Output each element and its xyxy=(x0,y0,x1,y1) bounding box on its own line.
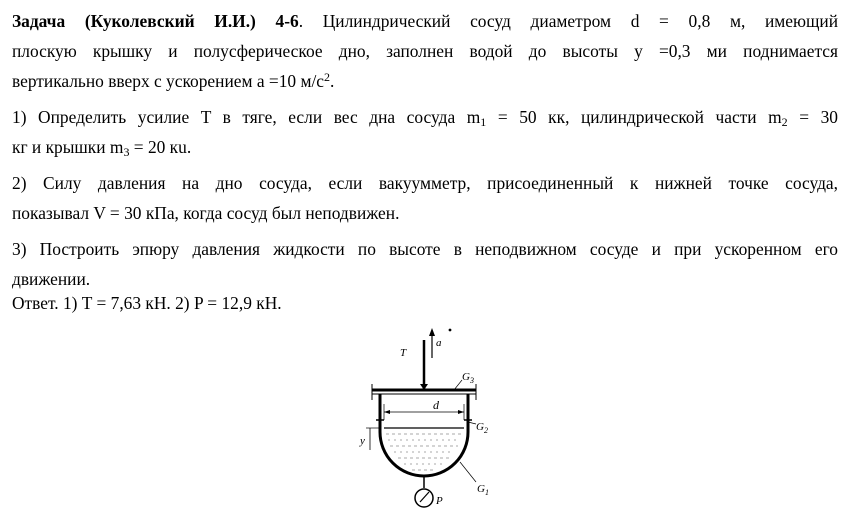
vessel-diagram xyxy=(350,322,510,522)
question-2-line-2: показывал V = 30 кПа, когда сосуд был неподвижен. xyxy=(12,203,400,223)
label-G1: $G_1$ xyxy=(477,483,489,497)
problem-heading: Задача (Куколевский И.И.) 4-6 xyxy=(12,11,299,31)
problem-text xyxy=(12,6,838,318)
question-1-line-2: кг и крышки $m_3 = 20$ кu. xyxy=(12,137,192,159)
water-fill xyxy=(386,434,462,470)
label-G2: $G_2$ xyxy=(476,421,488,435)
label-y: y xyxy=(360,435,365,447)
label-G3: $G_3$ xyxy=(462,371,474,385)
question-3-line-2: движении. xyxy=(12,269,91,289)
intro-line-2: плоскую крышку и полусферическое дно, заполнен водой до высоты y =0,3 ми поднимается xyxy=(12,41,838,61)
label-P: P xyxy=(436,495,443,507)
answer-line: Ответ. 1) T = 7,63 кН. 2) P = 12,9 кН. xyxy=(12,293,282,313)
question-1-line-1: 1) Определить усилие T в тяге, если вес дна сосуда $m_1 = 50$ кк, цилиндрической части $m_2 = 30$ xyxy=(12,107,838,129)
intro-line-1-rest: . Цилиндрический сосуд диаметром d = 0,8 м, имеющий xyxy=(298,11,839,31)
intro-line-3: вертикально вверх с ускорением a =10 $м/с^2$. xyxy=(12,70,335,91)
label-a: a xyxy=(436,337,442,349)
question-3-line-1: 3) Построить эпюру давления жидкости по высоте в неподвижном сосуде и при ускоренном его xyxy=(12,239,838,259)
label-d: d xyxy=(433,398,439,412)
label-T: T xyxy=(400,347,407,359)
intro-line-1 xyxy=(12,6,838,36)
question-2-line-1: 2) Силу давления на дно сосуда, если вакуумметр, присоединенный к нижней точке сосуда, xyxy=(12,173,838,193)
